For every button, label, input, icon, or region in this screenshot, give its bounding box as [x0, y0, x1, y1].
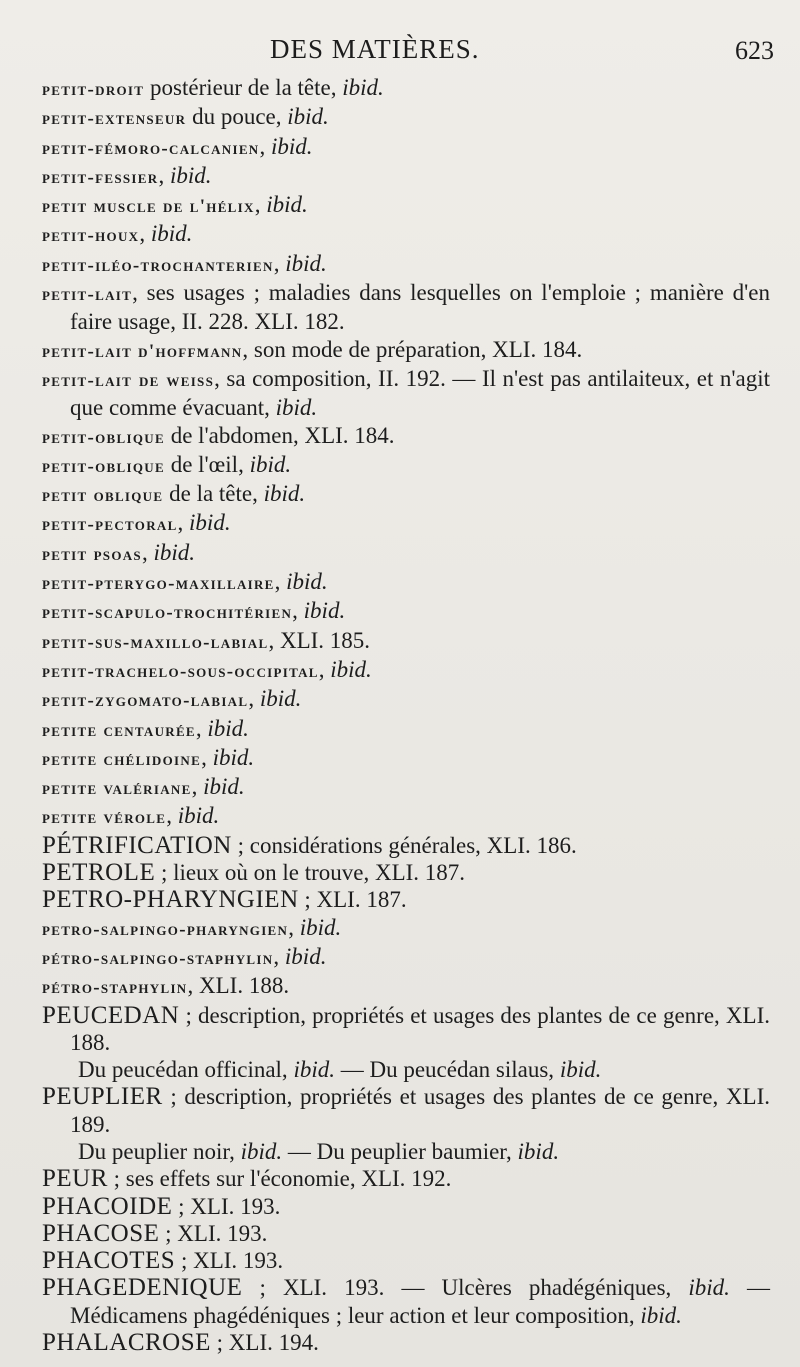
index-entry: [42, 1247, 770, 1274]
entry-text-continued: — Médicamens phagédéniques ; leur action et leur composition,: [70, 1275, 771, 1328]
entry-term: PEUCEDAN: [42, 1001, 180, 1029]
entry-text: ,: [139, 221, 151, 247]
index-entry: [42, 715, 770, 744]
entry-text: ; description, propriétés et usages des plantes de ce genre, XLI. 189.: [70, 1084, 770, 1137]
index-entry: [42, 685, 770, 714]
index-entry: [42, 1329, 770, 1356]
entry-text: ; XLI. 193.: [159, 1220, 268, 1246]
entry-reference: ibid.: [207, 715, 249, 741]
entry-term: petite valériane: [42, 778, 192, 800]
entry-reference: ibid.: [240, 1138, 283, 1164]
entry-term: petit-lait: [42, 284, 133, 306]
entry-term: petite chélidoine: [42, 748, 202, 770]
entry-term: petit-fémoro-calcanien: [42, 137, 260, 159]
entry-text: ,: [177, 510, 190, 536]
entry-text: , XLI. 185.: [268, 627, 371, 653]
entry-text: de l'abdomen, XLI. 184.: [164, 422, 395, 448]
entry-term: petit-scapulo-trochitérien: [42, 602, 293, 624]
entry-text: ,: [318, 656, 331, 682]
index-entry: [42, 220, 770, 249]
entry-reference: ibid.: [169, 162, 212, 188]
entry-reference: ibid.: [299, 914, 342, 940]
entry-term: petit oblique: [42, 485, 164, 507]
entry-text: ,: [259, 133, 271, 159]
entry-term: petit-zygomato-labial: [42, 690, 249, 712]
index-entry: [42, 1165, 770, 1192]
entry-term: PETRO-PHARYNGIEN: [42, 886, 299, 914]
entry-text: ,: [254, 192, 267, 218]
index-entry: [42, 744, 770, 773]
entry-reference: ibid.: [287, 104, 329, 130]
entry-text: ,: [273, 943, 285, 969]
index-entry: [42, 943, 770, 972]
entry-reference: ibid.: [303, 598, 346, 624]
entry-text: ,: [201, 744, 213, 770]
entry-text: ,: [273, 250, 286, 276]
entry-term: petite centaurée: [42, 719, 196, 741]
index-entry: [42, 568, 770, 597]
page-header: [0, 34, 800, 70]
index-entry: [42, 422, 770, 451]
entry-term: PHACOTES: [42, 1247, 176, 1275]
entry-term: petit-droit: [42, 79, 145, 100]
entry-text: ; XLI. 193.: [175, 1248, 284, 1274]
entry-text: ,: [166, 803, 178, 829]
entry-term: petit-iléo-trochanterien: [42, 254, 274, 276]
index-entry: [42, 103, 770, 132]
entry-reference: ibid.: [342, 75, 384, 100]
entry-term: petit-lait de weiss: [42, 369, 215, 391]
entry-text: ; XLI. 193. — Ulcères phadégéniques,: [242, 1275, 689, 1301]
index-entry: [42, 250, 770, 279]
running-title: DES MATIÈRES.: [270, 34, 480, 64]
entry-term: petit psoas: [42, 543, 142, 565]
entry-reference: ibid.: [266, 192, 308, 218]
entry-text: ,: [191, 774, 204, 800]
entry-text: Du peucédan officinal,: [78, 1057, 294, 1083]
index-entry: [42, 886, 770, 913]
entry-reference: ibid.: [259, 686, 302, 712]
entry-reference: ibid.: [249, 451, 292, 477]
entry-term: petite vérole: [42, 807, 167, 829]
entry-text: ; XLI. 194.: [210, 1330, 319, 1356]
index-entry: [42, 539, 770, 568]
index-entry: [42, 1220, 770, 1247]
entry-term: petit-oblique: [42, 455, 165, 477]
index-entry: [42, 1002, 770, 1057]
entry-term: petit muscle de l'hélix: [42, 196, 255, 218]
entry-text: ; considérations générales, XLI. 186.: [231, 832, 577, 858]
entry-reference: ibid.: [688, 1275, 730, 1301]
entry-text: , XLI. 188.: [187, 973, 290, 999]
index-entry: [42, 336, 770, 365]
entry-reference-continued: ibid.: [559, 1057, 602, 1083]
entry-text-continued: — Du peucédan silaus,: [334, 1057, 560, 1083]
index-entry: [42, 133, 770, 162]
entry-term: PETROLE: [42, 859, 156, 887]
entry-reference: ibid.: [153, 539, 195, 565]
entry-reference: ibid.: [177, 803, 220, 829]
entry-term: PEUPLIER: [42, 1083, 163, 1111]
entry-term: pétro-staphylin: [42, 977, 188, 999]
entry-text: ,: [248, 686, 260, 712]
index-entry: [42, 859, 770, 886]
entry-text: ,: [158, 162, 170, 188]
entry-term: PHACOIDE: [42, 1192, 173, 1220]
entry-text-continued: — Du peuplier baumier,: [282, 1138, 518, 1164]
index-entry: [42, 1083, 770, 1138]
index-entry: [42, 74, 770, 103]
entry-term: petit-houx: [42, 225, 140, 247]
entry-reference: ibid.: [212, 744, 255, 770]
entry-reference-continued: ibid.: [640, 1302, 682, 1328]
entry-text: ; lieux où on le trouve, XLI. 187.: [155, 860, 466, 886]
index-entry: [42, 832, 770, 859]
index-entry: [42, 509, 770, 538]
entry-text: Du peuplier noir,: [78, 1138, 241, 1164]
entry-text: ,: [292, 598, 304, 624]
entry-reference: ibid.: [263, 481, 306, 507]
entry-text: ; XLI. 193.: [172, 1193, 281, 1219]
entry-term: PÉTRIFICATION: [42, 831, 232, 859]
index-entry: [42, 480, 770, 509]
entry-reference-continued: ibid.: [517, 1138, 560, 1164]
index-entry: [42, 191, 770, 220]
index-entry: [42, 162, 770, 191]
entry-text: ,: [288, 914, 300, 940]
entry-text: , ses usages ; maladies dans lesquelles on l'emploie ; manière d'en faire usage, II. 228. XLI. 182.: [70, 280, 770, 335]
entry-reference: ibid.: [285, 250, 327, 276]
index-entry: [42, 1056, 770, 1083]
index-entry: [42, 656, 770, 685]
index-entry: [42, 279, 770, 336]
entry-reference: ibid.: [150, 221, 193, 247]
index-entry: [42, 365, 770, 422]
entry-reference: ibid.: [284, 943, 327, 969]
entry-reference: ibid.: [286, 569, 328, 595]
entry-text: ,: [141, 539, 154, 565]
entry-term: petit-pectoral: [42, 514, 178, 536]
entry-text: de la tête,: [163, 481, 264, 507]
index-entry: [42, 451, 770, 480]
entry-term: petit-sus-maxillo-labial: [42, 631, 269, 653]
entry-text: , sa composition, II. 192. — Il n'est pas antilaiteux, et n'agit que comme évacuant,: [70, 365, 770, 421]
index-entries: [42, 74, 770, 1356]
entry-term: PEUR: [42, 1165, 108, 1193]
entry-text: du pouce,: [186, 104, 288, 130]
index-entry: [42, 1138, 770, 1165]
index-entry: [42, 773, 770, 802]
entry-reference: ibid.: [203, 774, 245, 800]
entry-term: PHALACROSE: [42, 1329, 211, 1357]
entry-reference: ibid.: [330, 656, 372, 682]
entry-term: PHACOSE: [42, 1219, 160, 1247]
index-entry: [42, 597, 770, 626]
entry-reference: ibid.: [275, 395, 318, 421]
entry-term: petit-pterygo-maxillaire: [42, 573, 275, 595]
entry-term: petit-fessier: [42, 166, 159, 188]
entry-term: petit-lait d'hoffmann: [42, 340, 243, 362]
index-entry: [42, 972, 770, 1001]
index-entry: [42, 914, 770, 943]
entry-text: de l'œil,: [164, 451, 250, 477]
entry-term: petit-trachelo-sous-occipital: [42, 660, 319, 682]
page-number: 623: [735, 36, 774, 65]
index-entry: [42, 1193, 770, 1220]
entry-text: , son mode de préparation, XLI. 184.: [242, 336, 583, 362]
entry-text: ; XLI. 187.: [298, 887, 407, 913]
entry-text: ; ses effets sur l'économie, XLI. 192.: [107, 1166, 452, 1192]
entry-term: petit-extenseur: [42, 108, 187, 130]
entry-term: pétro-salpingo-staphylin: [42, 947, 274, 969]
entry-reference: ibid.: [189, 510, 231, 536]
entry-text: ,: [195, 715, 208, 741]
entry-reference: ibid.: [271, 133, 313, 159]
entry-reference: ibid.: [293, 1057, 335, 1083]
entry-text: postérieur de la tête,: [144, 75, 343, 100]
index-entry: [42, 1274, 770, 1329]
entry-text: ; description, propriétés et usages des plantes de ce genre, XLI. 188.: [70, 1002, 770, 1055]
entry-term: petro-salpingo-pharyngien: [42, 918, 289, 940]
index-entry: [42, 802, 770, 831]
entry-term: PHAGEDENIQUE: [42, 1274, 243, 1302]
entry-term: petit-oblique: [42, 426, 165, 448]
index-entry: [42, 627, 770, 656]
entry-text: ,: [274, 569, 287, 595]
